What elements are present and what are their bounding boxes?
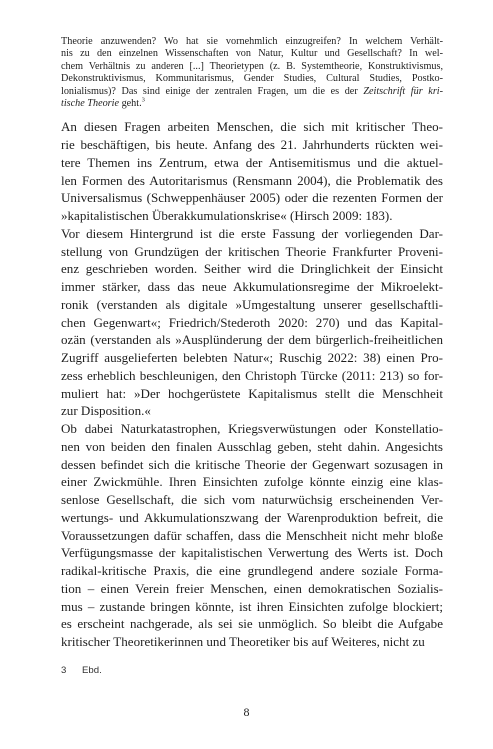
body-text xyxy=(61,118,443,651)
text-line: chen Gegenwart«; Friedrich/Stederoth 2020: 270) und das Kapital- xyxy=(61,314,443,330)
quote-last-line xyxy=(61,98,443,110)
text-line: immer stärker, dass das neue Akkumulationsregime der Mikroelekt- xyxy=(61,279,443,295)
text-line: Voraussetzungen dafür schaffen, dass die Menschheit nicht mehr bloße xyxy=(61,527,443,543)
quote-line-with-title xyxy=(61,86,443,98)
text-line: ozän (verstanden als »Ausplünderung der dem bürgerlich-freiheitlichen xyxy=(61,332,443,348)
text-line: es erscheint nachgerade, als sei sie unmöglich. So bleibt die Aufgabe xyxy=(61,616,443,632)
text-line: len Formen des Autoritarismus (Rensmann 2004), die Problematik des xyxy=(61,172,443,188)
text-line: kritischer Theoretikerinnen und Theoretiker bis auf Weiteres, nicht zu xyxy=(61,634,425,650)
text-line: enz geschrieben worden. Seither wird die Dringlichkeit der Einsicht xyxy=(61,261,443,277)
quote-line: Theorie anzuwenden? Wo hat sie vornehmlich einzugreifen? In welchem Verhält- xyxy=(61,36,443,47)
text-line: Ob dabei Naturkatastrophen, Kriegsverwüstungen oder Konstellatio- xyxy=(61,421,443,437)
footnote xyxy=(61,665,102,676)
text-line: Vor diesem Hintergrund ist die erste Fassung der vorliegenden Dar- xyxy=(61,225,443,241)
paragraph xyxy=(61,225,443,420)
text-line: Universalismus (Schweppenhäuser 2005) oder die rezenten Formen der xyxy=(61,190,443,206)
page-content xyxy=(61,36,443,651)
quote-line: Dekonstruktivismus, Kommunitarismus, Gender Studies, Cultural Studies, Postko- xyxy=(61,73,443,85)
text-line: zur Disposition.« xyxy=(61,403,151,419)
text-line: muliert hat: »Der hochgerüstete Kapitalismus stellt die Menschheit xyxy=(61,385,443,401)
journal-title: Zeitschrift für kri- xyxy=(363,85,444,97)
footnote-text: Ebd. xyxy=(82,665,102,676)
paragraph xyxy=(61,118,443,225)
text-line: Zugriff ausgelieferten belebten Natur«; Ruschig 2022: 38) einen Pro- xyxy=(61,350,443,366)
text-line: stellung von Grundzügen der kritischen Theorie Frankfurter Proveni- xyxy=(61,243,443,259)
text-line: senlose Gesellschaft, die sich vom naturwüchsig erscheinenden Ver- xyxy=(61,492,443,508)
text-line: tion – einen Verein freier Menschen, einen demokratischen Sozialis- xyxy=(61,580,443,596)
text-line: einer Zwickmühle. Ihren Einsichten zufolge könnte einzig eine klas- xyxy=(61,474,443,490)
quote-line: lonialismus)? Das sind einige der zentralen Fragen, um die es der xyxy=(61,85,358,97)
text-line: wertungs- und Akkumulationszwang der Warenproduktion befreit, die xyxy=(61,509,443,525)
text-line: ronik (verstanden als digitale »Umgestaltung unserer gesellschaftli- xyxy=(61,296,443,312)
footnote-number: 3 xyxy=(61,665,67,676)
text-line: Verfügungsmasse der kapitalistischen Verwertung des Werts ist. Doch xyxy=(61,545,443,561)
text-line: tere Themen ins Zentrum, etwa der Antisemitismus und die aktuel- xyxy=(61,154,443,170)
page-number: 8 xyxy=(243,705,250,719)
paragraph xyxy=(61,420,443,651)
text-line: rie beschäftigen, bis heute. Anfang des 21. Jahrhunderts rückten wei- xyxy=(61,137,443,153)
text-line: An diesen Fragen arbeiten Menschen, die sich mit kritischer Theo- xyxy=(61,119,443,135)
text-line: radikal-kritische Praxis, die eine grundlegend andere soziale Forma- xyxy=(61,563,443,579)
text-line: zess erheblich beschleunigen, den Christoph Türcke (2011: 213) so for- xyxy=(61,367,443,383)
block-quote xyxy=(61,36,443,110)
text-line: nen von beiden den finalen Ausschlag geben, steht dahin. Angesichts xyxy=(61,438,443,454)
text-line: mus – zustande bringen könnte, ist ihren Einsichten zufolge blockiert; xyxy=(61,598,443,614)
quote-line: nis zu den einzelnen Wissenschaften von Natur, Kultur und Gesellschaft? In wel- xyxy=(61,48,443,60)
text-line: »kapitalistischen Überakkumulationskrise« (Hirsch 2009: 183). xyxy=(61,208,393,224)
text-line: dessen befindet sich die kritische Theorie der Gegenwart sozusagen in xyxy=(61,456,443,472)
journal-title-cont: tische Theorie xyxy=(61,98,120,110)
footnote-reference[interactable]: 3 xyxy=(141,96,145,104)
quote-line: chem Verhältnis zu anderen [...] Theorietypen (z. B. Systemtheorie, Konstruktivismus, xyxy=(61,60,443,72)
quote-tail: geht. xyxy=(119,98,142,110)
